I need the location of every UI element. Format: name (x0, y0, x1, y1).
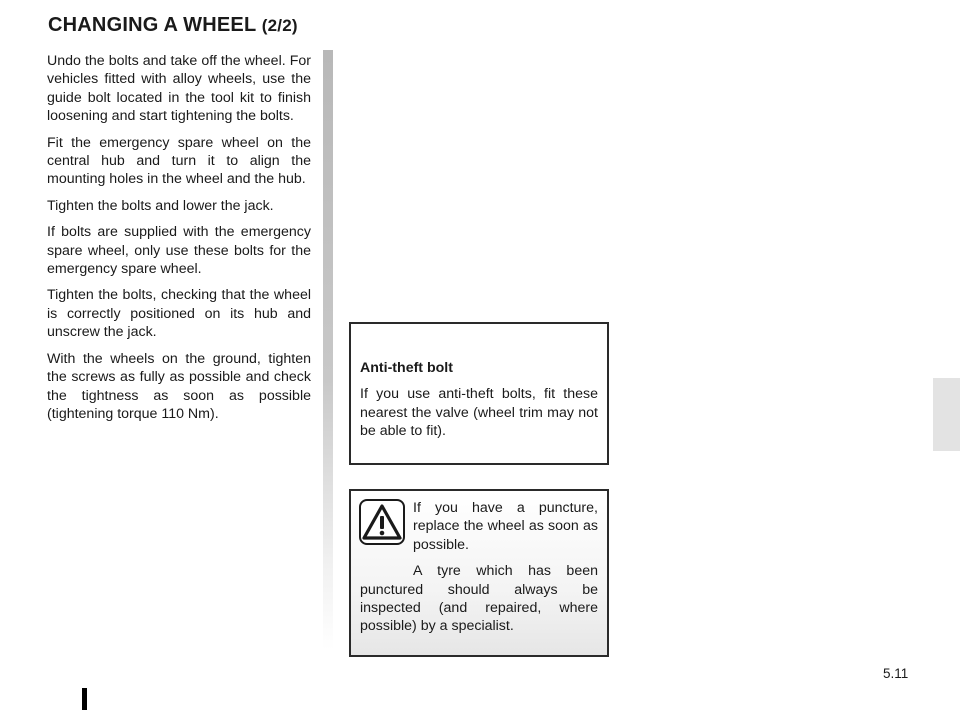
instruction-paragraph: Fit the emergency spare wheel on the central hub and turn it to align the mounting holes in the wheel and the hub. (47, 134, 311, 188)
warning-triangle-icon (359, 499, 405, 545)
chapter-side-tab (933, 378, 960, 451)
title-part-indicator: (2/2) (261, 16, 298, 35)
warning-text-primary: If you have a puncture, replace the wheel as soon as possible. (413, 500, 598, 553)
page-number: 5.11 (883, 666, 909, 681)
column-divider (323, 50, 333, 650)
instruction-paragraph: With the wheels on the ground, tighten the screws as fully as possible and check the tightness as soon as possible (tightening torque 110 Nm). (47, 350, 311, 422)
instruction-paragraph: Undo the bolts and take off the wheel. For vehicles fitted with alloy wheels, use the guide bolt located in the tool kit to finish loosening and start tightening the bolts. (47, 53, 311, 125)
warning-text-secondary: A tyre which has been punctured should always be inspected (and repaired, where possible) by a specialist. (360, 563, 598, 635)
anti-theft-text: If you use anti-theft bolts, fit these nearest the valve (wheel trim may not be able to fit). (360, 386, 598, 440)
instruction-paragraph: Tighten the bolts and lower the jack. (47, 197, 274, 214)
print-corner-mark (82, 688, 87, 710)
title-text: CHANGING A WHEEL (48, 14, 257, 36)
page-title (48, 14, 298, 37)
instruction-paragraph: If bolts are supplied with the emergency spare wheel, only use these bolts for the emergency spare wheel. (47, 224, 311, 278)
anti-theft-note-box (349, 322, 609, 465)
instructions-column (47, 52, 311, 431)
warning-note-box (349, 489, 609, 657)
instruction-paragraph: Tighten the bolts, checking that the wheel is correctly positioned on its hub and unscrew the jack. (47, 287, 311, 341)
anti-theft-heading: Anti-theft bolt (360, 360, 453, 376)
